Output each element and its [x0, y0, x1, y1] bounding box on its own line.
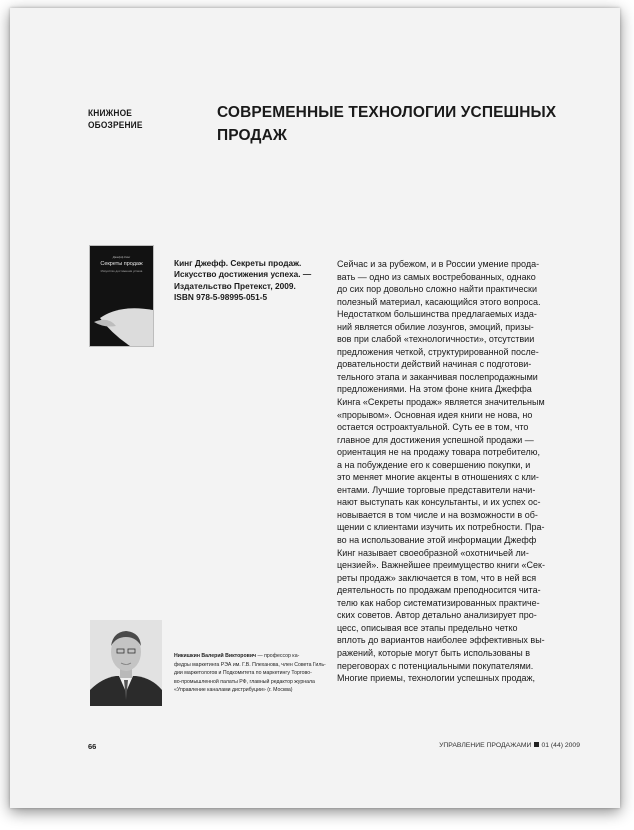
article-body [337, 258, 587, 685]
article-title-line: ПРОДАЖ [217, 127, 287, 144]
body-line: полезный материал, касающийся этого вопроса. [337, 296, 541, 307]
page-number: 66 [88, 742, 97, 751]
body-line: ражений, которые могут быть использованы в [337, 647, 531, 658]
article-title-line: СОВРЕМЕННЫЕ ТЕХНОЛОГИИ УСПЕШНЫХ [217, 104, 557, 121]
reviewer-name: Никишкин Валерий Викторович [174, 653, 257, 659]
body-line: во на использование этой информации Джефф [337, 535, 537, 546]
body-line: ских советов. Автор детально анализирует про- [337, 610, 537, 621]
book-cover [90, 246, 153, 346]
reviewer-photo [90, 620, 162, 706]
body-line: главное для достижения успешной продажи — [337, 434, 534, 445]
reviewer-info [174, 652, 324, 695]
body-line: телю как набор систематизированных практиче- [337, 597, 540, 608]
bibliography-line: ISBN 978-5-98995-051-5 [174, 291, 268, 302]
body-line: Многие приемы, технологии успешных продаж, [337, 673, 536, 684]
reviewer-role: — профессор ка- [256, 653, 300, 659]
bibliography-line: Кинг Джефф. Секреты продаж. [174, 258, 302, 268]
reviewer-line: во-промышленной палаты РФ, главный редактор журнала [174, 678, 315, 685]
body-line: щении с клиентами изучить их потребности. Пра- [337, 522, 545, 533]
body-line: Недостатком большинства предлагаемых изда- [337, 309, 537, 320]
magazine-page [10, 8, 620, 808]
book-bibliography [174, 258, 314, 303]
reviewer-line: федры маркетинга РЭА им. Г.В. Плеханова, член Совета Гиль- [174, 661, 326, 668]
body-line: ориентация не на продажу товара потребителю, [337, 447, 540, 458]
body-line: Кинг называет своеобразной «охотничьей ли- [337, 547, 529, 558]
body-line: новывается в том числе и на возможности в об- [337, 509, 538, 520]
reviewer-line: «Управление каналами дистрибуции» (г. Москва) [174, 687, 293, 694]
body-line: вать — одно из самых востребованных, однако [337, 271, 536, 282]
bibliography-line: Издательство Претекст, 2009. [174, 280, 296, 291]
reviewer-line [174, 652, 324, 661]
body-line: нают выступать как консультанты, и их успех ос- [337, 497, 541, 508]
body-line: а на побуждение его к совершению покупки, и [337, 459, 531, 470]
body-line: цесс, описывая все этапы предельно четко [337, 622, 518, 633]
book-cover-author: Джефф Кинг [112, 255, 131, 259]
body-line: реты продаж» заключается в том, что в ней вся [337, 572, 537, 583]
body-line: вплоть до вариантов наиболее эффективных вы- [337, 635, 545, 646]
body-line: цензией». Важнейшее преимущество книги «Сек- [337, 560, 545, 571]
body-line: деятельность по продажам преподносится чита- [337, 585, 541, 596]
body-line: предложения четкой, структурированной после- [337, 346, 539, 357]
article-title [217, 101, 597, 147]
body-line: предложениями. На этом фоне книга Джеффа [337, 384, 532, 395]
body-line: довательности действий начиная с подготови- [337, 359, 532, 370]
book-cover-title: Секреты продаж [100, 261, 143, 267]
bibliography-line: Искусство достижения успеха. — [174, 269, 312, 280]
square-bullet-icon [534, 742, 539, 747]
body-line: Сейчас и за рубежом, и в России умение прода- [337, 259, 540, 269]
body-line: ентами. Лучшие торговые представители начи- [337, 484, 536, 495]
reviewer-portrait [90, 620, 162, 706]
reviewer-line: дии маркетологов и Подкомитета по маркетингу Торгово- [174, 670, 312, 677]
journal-issue: 01 (44) 2009 [541, 742, 580, 749]
section-label-line: ОБОЗРЕНИЕ [88, 120, 143, 131]
body-line: это меняет многие акценты в отношениях с кли- [337, 472, 539, 483]
body-line: вов при слабой «технологичности», отсутствии [337, 334, 535, 345]
body-line: до сих пор довольно сложно найти практически [337, 284, 537, 295]
section-label [88, 108, 176, 132]
body-line: «прорывом». Основная идея книги не нова, но [337, 409, 533, 420]
body-line: тельного этапа и заканчивая послепродажными [337, 371, 538, 382]
body-line: переговорах с потенциальными покупателями. [337, 660, 534, 671]
journal-footer [439, 742, 580, 749]
body-line: ний является обилие лозунгов, эмоций, призы- [337, 321, 534, 332]
body-line: Кинга «Секреты продаж» является значительным [337, 397, 545, 408]
body-line: остается остроактуальной. Суть ее в том, что [337, 422, 529, 433]
book-cover-subtitle: Искусство достижения успеха [100, 269, 143, 273]
journal-name: УПРАВЛЕНИЕ ПРОДАЖАМИ [439, 742, 532, 749]
section-label-line: КНИЖНОЕ [88, 108, 133, 119]
